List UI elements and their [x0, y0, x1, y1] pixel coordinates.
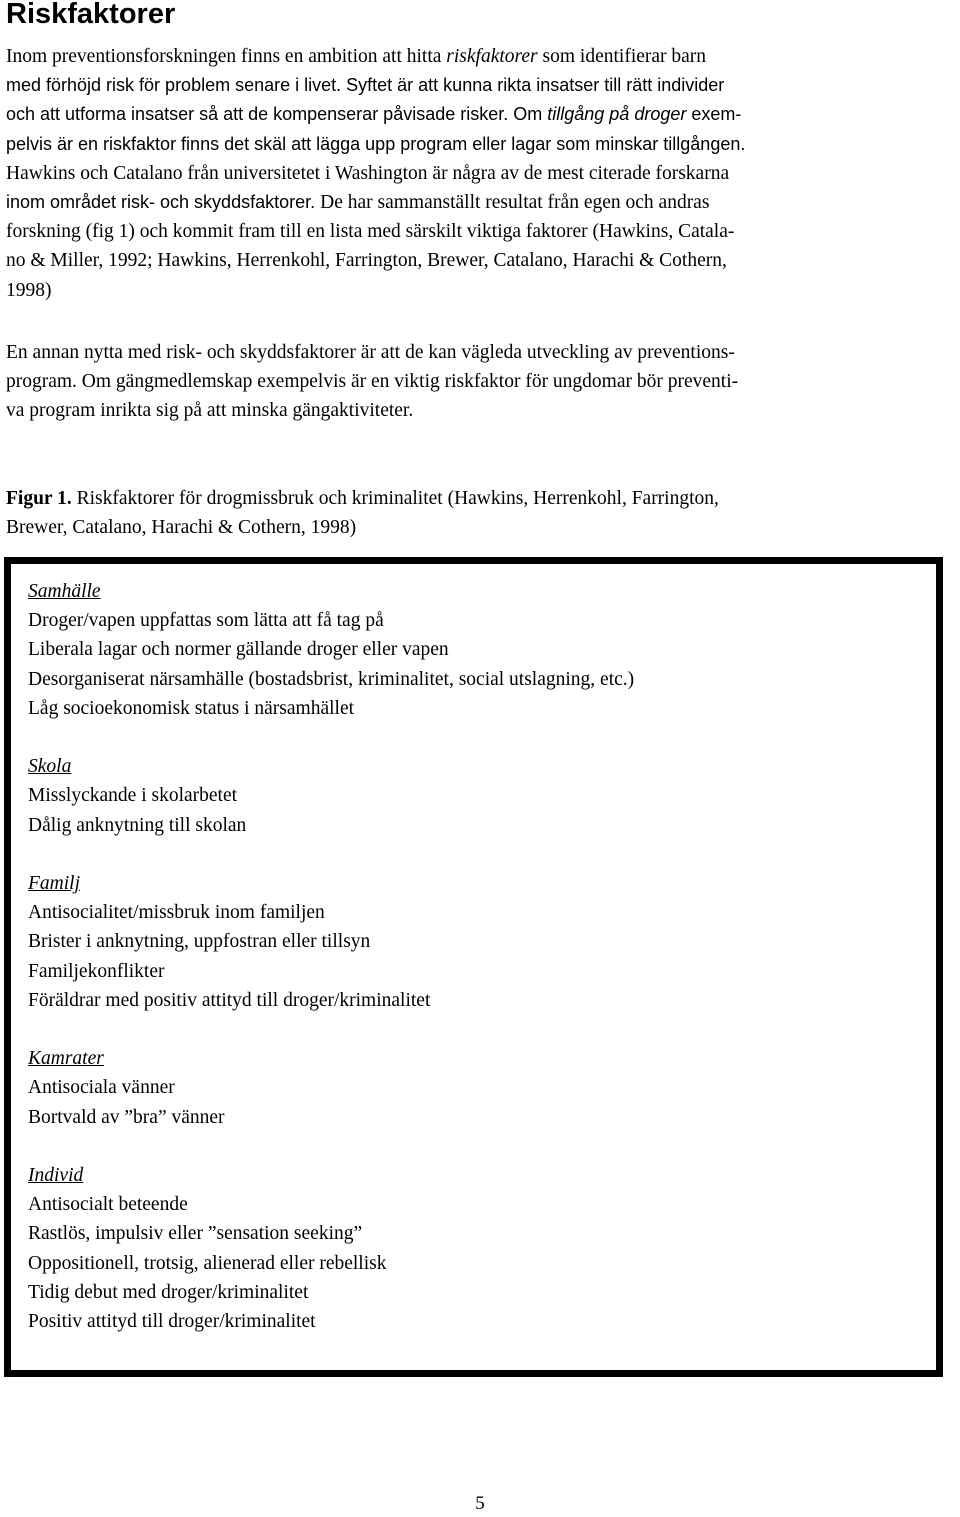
paragraph-text: som identifierar barn — [537, 46, 707, 67]
paragraph-text: 1998) — [6, 279, 52, 301]
caption-text-line1: Riskfaktorer för drogmissbruk och kriminalitet (Hawkins, Herrenkohl, Farrington, — [71, 488, 719, 509]
risk-factor-list — [28, 577, 926, 1336]
paragraph-line — [6, 71, 951, 100]
paragraph-line — [6, 276, 951, 305]
risk-factor-item: Rastlös, impulsiv eller ”sensation seeking” — [28, 1223, 363, 1245]
paragraph-line — [6, 42, 951, 71]
emphasized-term: riskfaktorer — [446, 46, 538, 67]
page-number: 5 — [475, 1493, 485, 1514]
figure-section — [28, 869, 926, 1015]
paragraph-text: inom området risk- och skyddsfaktorer. — [6, 192, 321, 213]
paragraph-text: De har sammanställt resultat från egen och andras — [320, 192, 710, 214]
risk-factor-item: Antisocialt beteende — [28, 1194, 188, 1216]
paragraph-line — [6, 100, 951, 129]
section-heading: Skola — [28, 756, 72, 778]
risk-factor-item: Låg socioekonomisk status i närsamhället — [28, 697, 355, 719]
page-title: Riskfaktorer — [6, 0, 176, 30]
paragraph-line: va program inrikta sig på att minska gängaktiviteter. — [6, 400, 414, 422]
risk-factor-item: Dålig anknytning till skolan — [28, 814, 247, 836]
section-heading: Samhälle — [28, 581, 101, 602]
paragraph-line — [6, 217, 951, 246]
figure-section — [28, 752, 926, 840]
caption-text-line2: Brewer, Catalano, Harachi & Cothern, 1998) — [6, 517, 357, 539]
section-heading: Kamrater — [28, 1048, 104, 1070]
risk-factor-item: Positiv attityd till droger/kriminalitet — [28, 1311, 316, 1333]
risk-factor-item: Misslyckande i skolarbetet — [28, 785, 238, 807]
paragraph-line — [6, 188, 951, 217]
section-heading: Individ — [28, 1165, 84, 1186]
paragraph-line — [6, 246, 951, 275]
risk-factor-item: Föräldrar med positiv attityd till droger/kriminalitet — [28, 989, 431, 1011]
paragraph-line: program. Om gängmedlemskap exempelvis är en viktig riskfaktor för ungdomar bör preventi- — [6, 371, 739, 393]
paragraph-text: forskning (fig 1) och kommit fram till en lista med särskilt viktiga faktorer (Hawkins, Catala- — [6, 221, 735, 243]
paragraph-text: pelvis är en riskfaktor finns det skäl att lägga upp program eller lagar som minskar tillgången. — [6, 133, 746, 154]
risk-factor-item: Antisociala vänner — [28, 1077, 175, 1099]
risk-factor-item: Liberala lagar och normer gällande droger eller vapen — [28, 639, 449, 661]
paragraph-line: En annan nytta med risk- och skyddsfaktorer är att de kan vägleda utveckling av preventions- — [6, 342, 735, 363]
risk-factor-item: Antisocialitet/missbruk inom familjen — [28, 902, 325, 924]
paragraph-text: no & Miller, 1992; Hawkins, Herrenkohl, Farrington, Brewer, Catalano, Harachi & Cothern, — [6, 250, 727, 272]
paragraph-text: och att utforma insatser så att de kompenserar påvisade risker. — [6, 104, 514, 125]
risk-factor-item: Bortvald av ”bra” vänner — [28, 1106, 225, 1128]
paragraph-line — [6, 130, 951, 159]
emphasized-term: tillgång på droger — [547, 104, 687, 125]
risk-factor-item: Familjekonflikter — [28, 960, 165, 982]
intro-paragraph — [6, 42, 951, 305]
paragraph-text: med förhöjd risk för problem senare i livet. Syftet är att kunna rikta insatser till rätt individer — [6, 75, 725, 96]
figure-label: Figur 1. — [6, 488, 72, 509]
risk-factor-figure-box — [4, 557, 943, 1377]
paragraph-text: Hawkins och Catalano från universitetet i Washington är några av de mest citerade forskarna — [6, 162, 730, 184]
paragraph-text: Om — [513, 104, 548, 125]
paragraph-line — [6, 159, 951, 188]
figure-section — [28, 1044, 926, 1132]
section-heading: Familj — [28, 873, 80, 894]
risk-factor-item: Oppositionell, trotsig, alienerad eller rebellisk — [28, 1252, 387, 1274]
paragraph-text: Inom preventionsforskningen finns en ambition att hitta — [6, 46, 447, 67]
figure-section — [28, 577, 926, 723]
risk-factor-item: Tidig debut med droger/kriminalitet — [28, 1281, 309, 1303]
risk-factor-item: Desorganiserat närsamhälle (bostadsbrist, kriminalitet, social utslagning, etc.) — [28, 668, 635, 690]
figure-caption — [6, 484, 951, 542]
second-paragraph — [6, 338, 951, 426]
paragraph-text: exem- — [686, 104, 742, 125]
risk-factor-item: Droger/vapen uppfattas som lätta att få tag på — [28, 610, 384, 632]
risk-factor-item: Brister i anknytning, uppfostran eller tillsyn — [28, 931, 371, 953]
figure-section — [28, 1161, 926, 1336]
